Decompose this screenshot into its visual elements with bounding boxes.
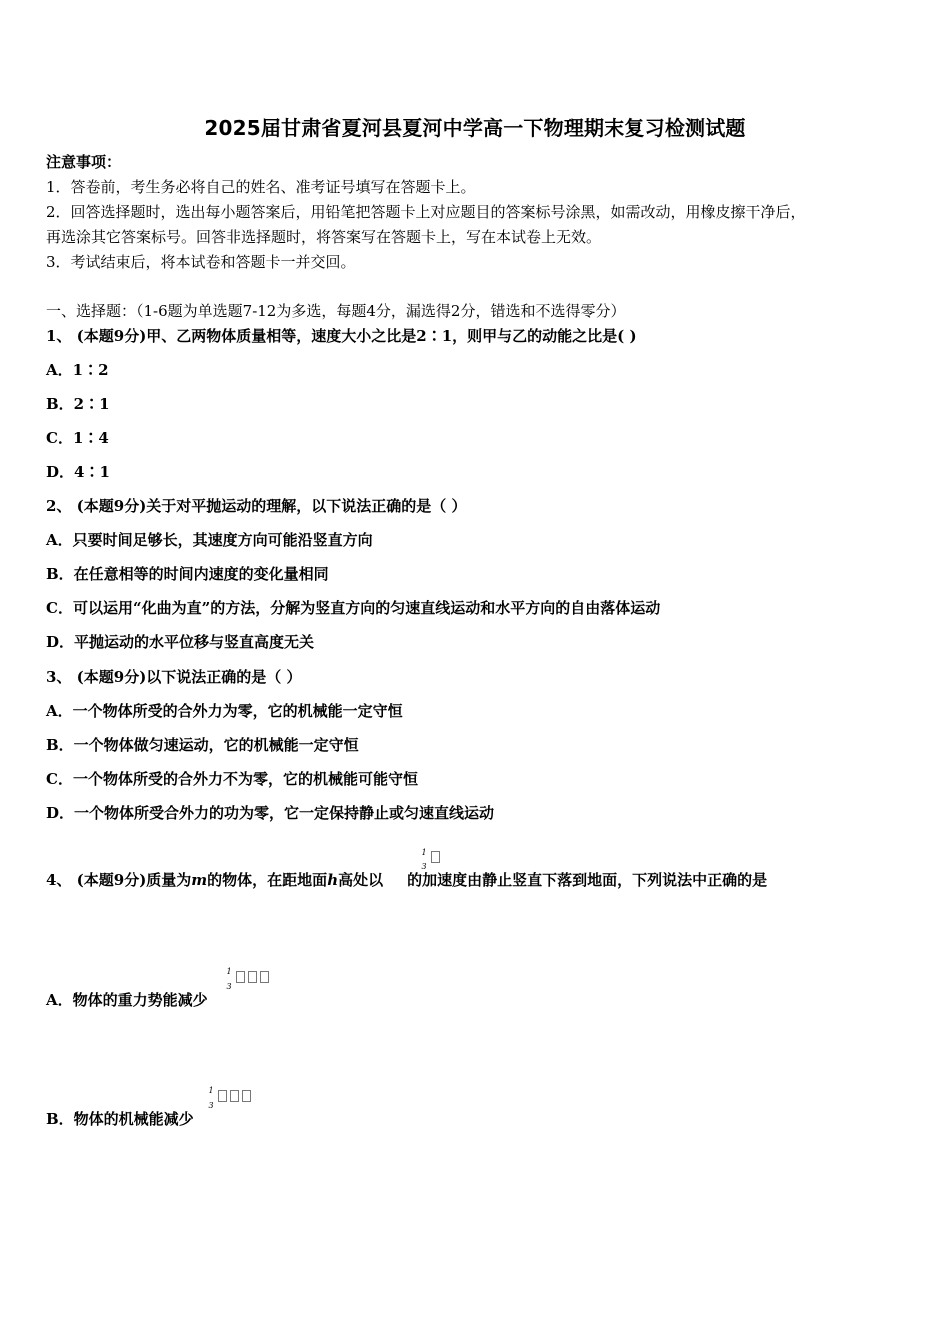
notice-item-3: 3．考试结束后，将本试卷和答题卡一并交回。 <box>46 253 356 271</box>
q4-stem-mid: 的物体，在距地面 <box>207 871 328 889</box>
missing-glyph-icon <box>230 1090 239 1102</box>
q3-stem: 3、 (本题9分)以下说法正确的是（ ） <box>46 668 302 686</box>
q4b-fraction-numerator: 1 <box>208 1086 214 1095</box>
q2-option-d: D．平抛运动的水平位移与竖直高度无关 <box>46 633 315 651</box>
q4-fraction-denominator: 3 <box>421 862 427 871</box>
missing-glyph-icon <box>236 971 245 983</box>
q4a-fraction-denominator: 3 <box>226 982 232 991</box>
notice-item-1: 1．答卷前，考生务必将自己的姓名、准考证号填写在答题卡上。 <box>46 178 476 196</box>
missing-glyph-icon <box>242 1090 251 1102</box>
q2-stem: 2、 (本题9分)关于对平抛运动的理解，以下说法正确的是（ ） <box>46 497 467 515</box>
missing-glyph-icon <box>248 971 257 983</box>
q4-stem-post: 的加速度由静止竖直下落到地面，下列说法中正确的是 <box>407 871 768 889</box>
q4-stem-pre: 4、 (本题9分)质量为 <box>46 871 192 889</box>
q1-option-d: D．4∶1 <box>46 463 110 481</box>
q3-option-a: A．一个物体所受的合外力为零，它的机械能一定守恒 <box>46 702 403 720</box>
q1-option-b: B．2∶1 <box>46 395 110 413</box>
q4-option-a: A．物体的重力势能减少 <box>46 991 208 1009</box>
notice-heading: 注意事项： <box>46 153 122 171</box>
q2-option-b: B．在任意相等的时间内速度的变化量相同 <box>46 565 329 583</box>
q4b-fraction-denominator: 3 <box>208 1101 214 1110</box>
q4-fraction-numerator: 1 <box>421 848 427 857</box>
q4-stem <box>46 870 767 890</box>
q1-option-c: C．1∶4 <box>46 429 109 447</box>
q3-option-c: C．一个物体所受的合外力不为零，它的机械能可能守恒 <box>46 770 418 788</box>
missing-glyph-icon <box>260 971 269 983</box>
notice-item-2b: 再选涂其它答案标号。回答非选择题时，将答案写在答题卡上，写在本试卷上无效。 <box>46 228 602 246</box>
q2-option-a: A．只要时间足够长，其速度方向可能沿竖直方向 <box>46 531 373 549</box>
q1-stem: 1、 (本题9分)甲、乙两物体质量相等，速度大小之比是2∶1，则甲与乙的动能之比是( ) <box>46 327 637 345</box>
missing-glyph-icon <box>218 1090 227 1102</box>
page-title: 2025届甘肃省夏河县夏河中学高一下物理期末复习检测试题 <box>204 116 746 140</box>
q4-stem-mid2: 高处以 <box>338 871 384 889</box>
notice-item-2a: 2．回答选择题时，选出每小题答案后，用铅笔把答题卡上对应题目的答案标号涂黑，如需改动，用橡皮擦干净后， <box>46 203 806 221</box>
q2-option-c: C．可以运用“化曲为直”的方法，分解为竖直方向的匀速直线运动和水平方向的自由落体运动 <box>46 599 661 617</box>
q1-option-a: A．1∶2 <box>46 361 109 379</box>
q3-option-b: B．一个物体做匀速运动，它的机械能一定守恒 <box>46 736 359 754</box>
q4-option-b: B．物体的机械能减少 <box>46 1110 194 1128</box>
q4-var-m: m <box>191 871 208 889</box>
section-heading: 一、选择题：（1-6题为单选题7-12为多选，每题4分，漏选得2分，错选和不选得零分） <box>46 302 626 320</box>
missing-glyph-icon <box>431 851 440 863</box>
q4-var-h: h <box>327 871 339 889</box>
q4a-fraction-numerator: 1 <box>226 967 232 976</box>
q3-option-d: D．一个物体所受合外力的功为零，它一定保持静止或匀速直线运动 <box>46 804 495 822</box>
